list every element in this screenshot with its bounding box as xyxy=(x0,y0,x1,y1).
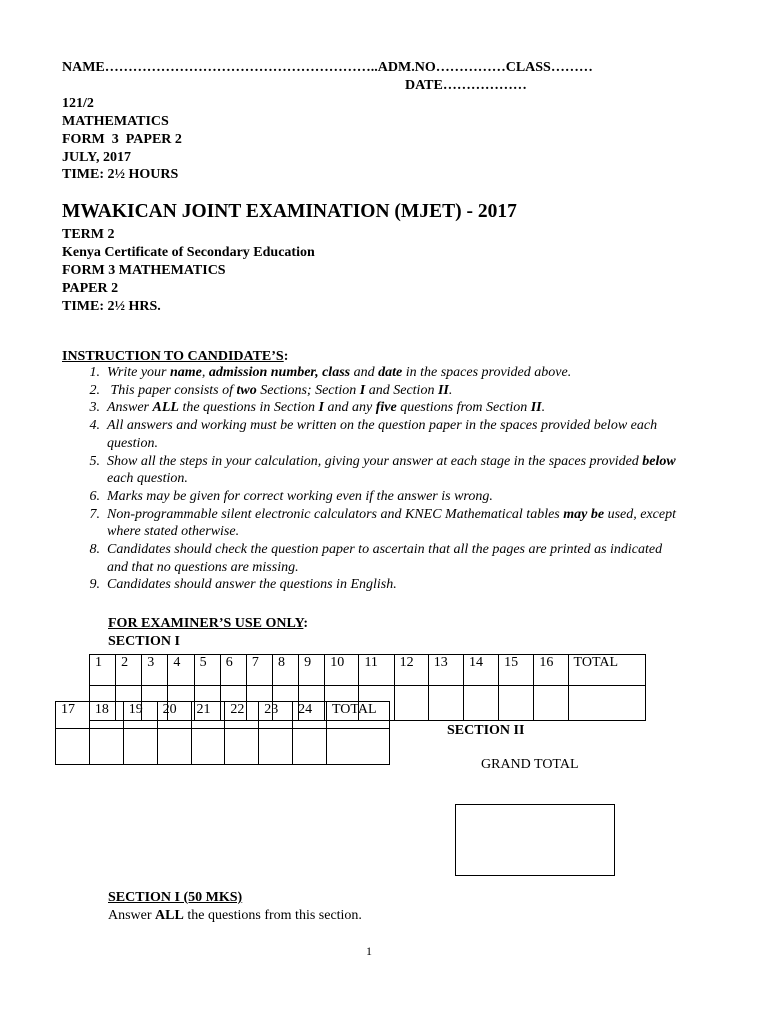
section2-score-cell[interactable] xyxy=(293,729,327,765)
section2-header-cell: 19 xyxy=(123,702,157,729)
section1-header-cell: 15 xyxy=(499,655,534,686)
instructions-list xyxy=(62,364,682,594)
exam-term: TERM 2 xyxy=(62,227,115,242)
exam-paper: PAPER 2 xyxy=(62,281,119,296)
section1-header-cell: 4 xyxy=(168,655,194,686)
section2-header-cell: 18 xyxy=(89,702,123,729)
instruction-item-4 xyxy=(62,417,682,452)
section1-header-cell: 12 xyxy=(394,655,428,686)
section1-header-cell: 8 xyxy=(272,655,298,686)
section1-header-row xyxy=(90,655,646,686)
section1-header-cell: 7 xyxy=(246,655,272,686)
instruction-text: Candidates should check the question paper to ascertain that all the pages are printed as indicated and that no questions are missing. xyxy=(107,542,663,575)
instruction-item-7 xyxy=(62,506,682,541)
section2-header-row xyxy=(56,702,390,729)
examiner-heading: FOR EXAMINER’S USE ONLY: xyxy=(108,616,309,631)
instruction-item-3 xyxy=(62,399,682,417)
paper-code: 121/2 xyxy=(62,96,94,111)
instruction-number: 9. xyxy=(89,577,100,593)
instruction-text: All answers and working must be written on the question paper in the spaces provided below each question. xyxy=(107,418,658,451)
instruction-text: Marks may be given for correct working even if the answer is wrong. xyxy=(107,488,493,504)
instruction-text: This paper consists of two Sections; Section I and Section II. xyxy=(107,382,453,398)
section2-header-cell: 17 xyxy=(56,702,90,729)
instruction-text: Write your name, admission number, class and date in the spaces provided above. xyxy=(107,365,572,380)
section1-header-cell: 9 xyxy=(299,655,325,686)
instruction-item-2 xyxy=(62,382,682,400)
section1-header-cell: 3 xyxy=(142,655,168,686)
instruction-number: 6. xyxy=(89,488,100,504)
section2-score-cell[interactable] xyxy=(89,729,123,765)
section1-score-cell[interactable] xyxy=(499,686,534,721)
section2-score-cell[interactable] xyxy=(123,729,157,765)
section2-score-table xyxy=(55,701,390,765)
instruction-text: Show all the steps in your calculation, giving your answer at each stage in the spaces provided below each question. xyxy=(107,453,676,487)
section2-score-cell[interactable] xyxy=(225,729,259,765)
section2-header-cell: 22 xyxy=(225,702,259,729)
section1-header-cell: 13 xyxy=(428,655,463,686)
instruction-item-9 xyxy=(62,576,682,594)
section2-score-cell[interactable] xyxy=(327,729,390,765)
grand-total-label: GRAND TOTAL xyxy=(481,757,579,772)
exam-certificate: Kenya Certificate of Secondary Education xyxy=(62,245,315,260)
section2-header-cell: 20 xyxy=(157,702,191,729)
section1-header-cell: 14 xyxy=(463,655,498,686)
section1-score-cell[interactable] xyxy=(463,686,498,721)
section2-score-cell[interactable] xyxy=(56,729,90,765)
section1-header-cell: 1 xyxy=(90,655,116,686)
section1-header-cell: 2 xyxy=(116,655,142,686)
section2-header-cell: 23 xyxy=(259,702,293,729)
section2-header-cell: TOTAL xyxy=(327,702,390,729)
name-adm-class-line: NAME…………………………………………………..ADM.NO……………CLASS……… xyxy=(62,60,593,75)
section1-score-cell[interactable] xyxy=(394,686,428,721)
section2-header-cell: 24 xyxy=(293,702,327,729)
section2-label: SECTION II xyxy=(447,723,525,738)
instruction-text: Non-programmable silent electronic calculators and KNEC Mathematical tables may be used, except where stated otherwise. xyxy=(107,506,676,540)
month-year: JULY, 2017 xyxy=(62,150,131,165)
grand-total-box[interactable] xyxy=(455,804,615,876)
instruction-number: 3. xyxy=(89,400,100,416)
section1-instruction: Answer ALL the questions from this section. xyxy=(108,908,362,923)
section1-header-cell: TOTAL xyxy=(568,655,645,686)
form-paper: FORM 3 PAPER 2 xyxy=(62,132,182,147)
section2-score-cell[interactable] xyxy=(157,729,191,765)
instruction-item-1 xyxy=(62,364,682,382)
section2-header-cell: 21 xyxy=(191,702,225,729)
instruction-item-6 xyxy=(62,488,682,506)
time-allowed: TIME: 2½ HOURS xyxy=(62,167,179,182)
section1-score-cell[interactable] xyxy=(568,686,645,721)
section1-header-cell: 10 xyxy=(325,655,359,686)
instruction-number: 5. xyxy=(89,453,100,469)
section1-score-cell[interactable] xyxy=(428,686,463,721)
section2-score-cell[interactable] xyxy=(191,729,225,765)
instruction-item-8 xyxy=(62,541,682,576)
section2-score-cell[interactable] xyxy=(259,729,293,765)
instruction-number: 2. xyxy=(89,382,100,398)
exam-time: TIME: 2½ HRS. xyxy=(62,299,161,314)
subject: MATHEMATICS xyxy=(62,114,169,129)
date-line: DATE……………… xyxy=(405,78,527,93)
page-number: 1 xyxy=(366,944,372,958)
instruction-text: Candidates should answer the questions in English. xyxy=(107,577,397,593)
instruction-number: 7. xyxy=(89,506,100,522)
section1-heading: SECTION I (50 MKS) xyxy=(108,890,243,905)
section1-score-cell[interactable] xyxy=(534,686,568,721)
instruction-number: 8. xyxy=(89,542,100,558)
section1-header-cell: 6 xyxy=(220,655,246,686)
instruction-item-5 xyxy=(62,453,682,488)
section1-label: SECTION I xyxy=(108,634,180,649)
instruction-number: 4. xyxy=(89,418,100,434)
instruction-text: Answer ALL the questions in Section I and any five questions from Section II. xyxy=(107,400,546,416)
section2-score-row xyxy=(56,729,390,765)
exam-form-subject: FORM 3 MATHEMATICS xyxy=(62,263,226,278)
section1-header-cell: 11 xyxy=(359,655,394,686)
instructions-heading: INSTRUCTION TO CANDIDATE’S: xyxy=(62,349,289,364)
section1-header-cell: 5 xyxy=(194,655,220,686)
instruction-number: 1. xyxy=(89,365,100,380)
exam-title: MWAKICAN JOINT EXAMINATION (MJET) - 2017 xyxy=(62,201,517,222)
section1-header-cell: 16 xyxy=(534,655,568,686)
